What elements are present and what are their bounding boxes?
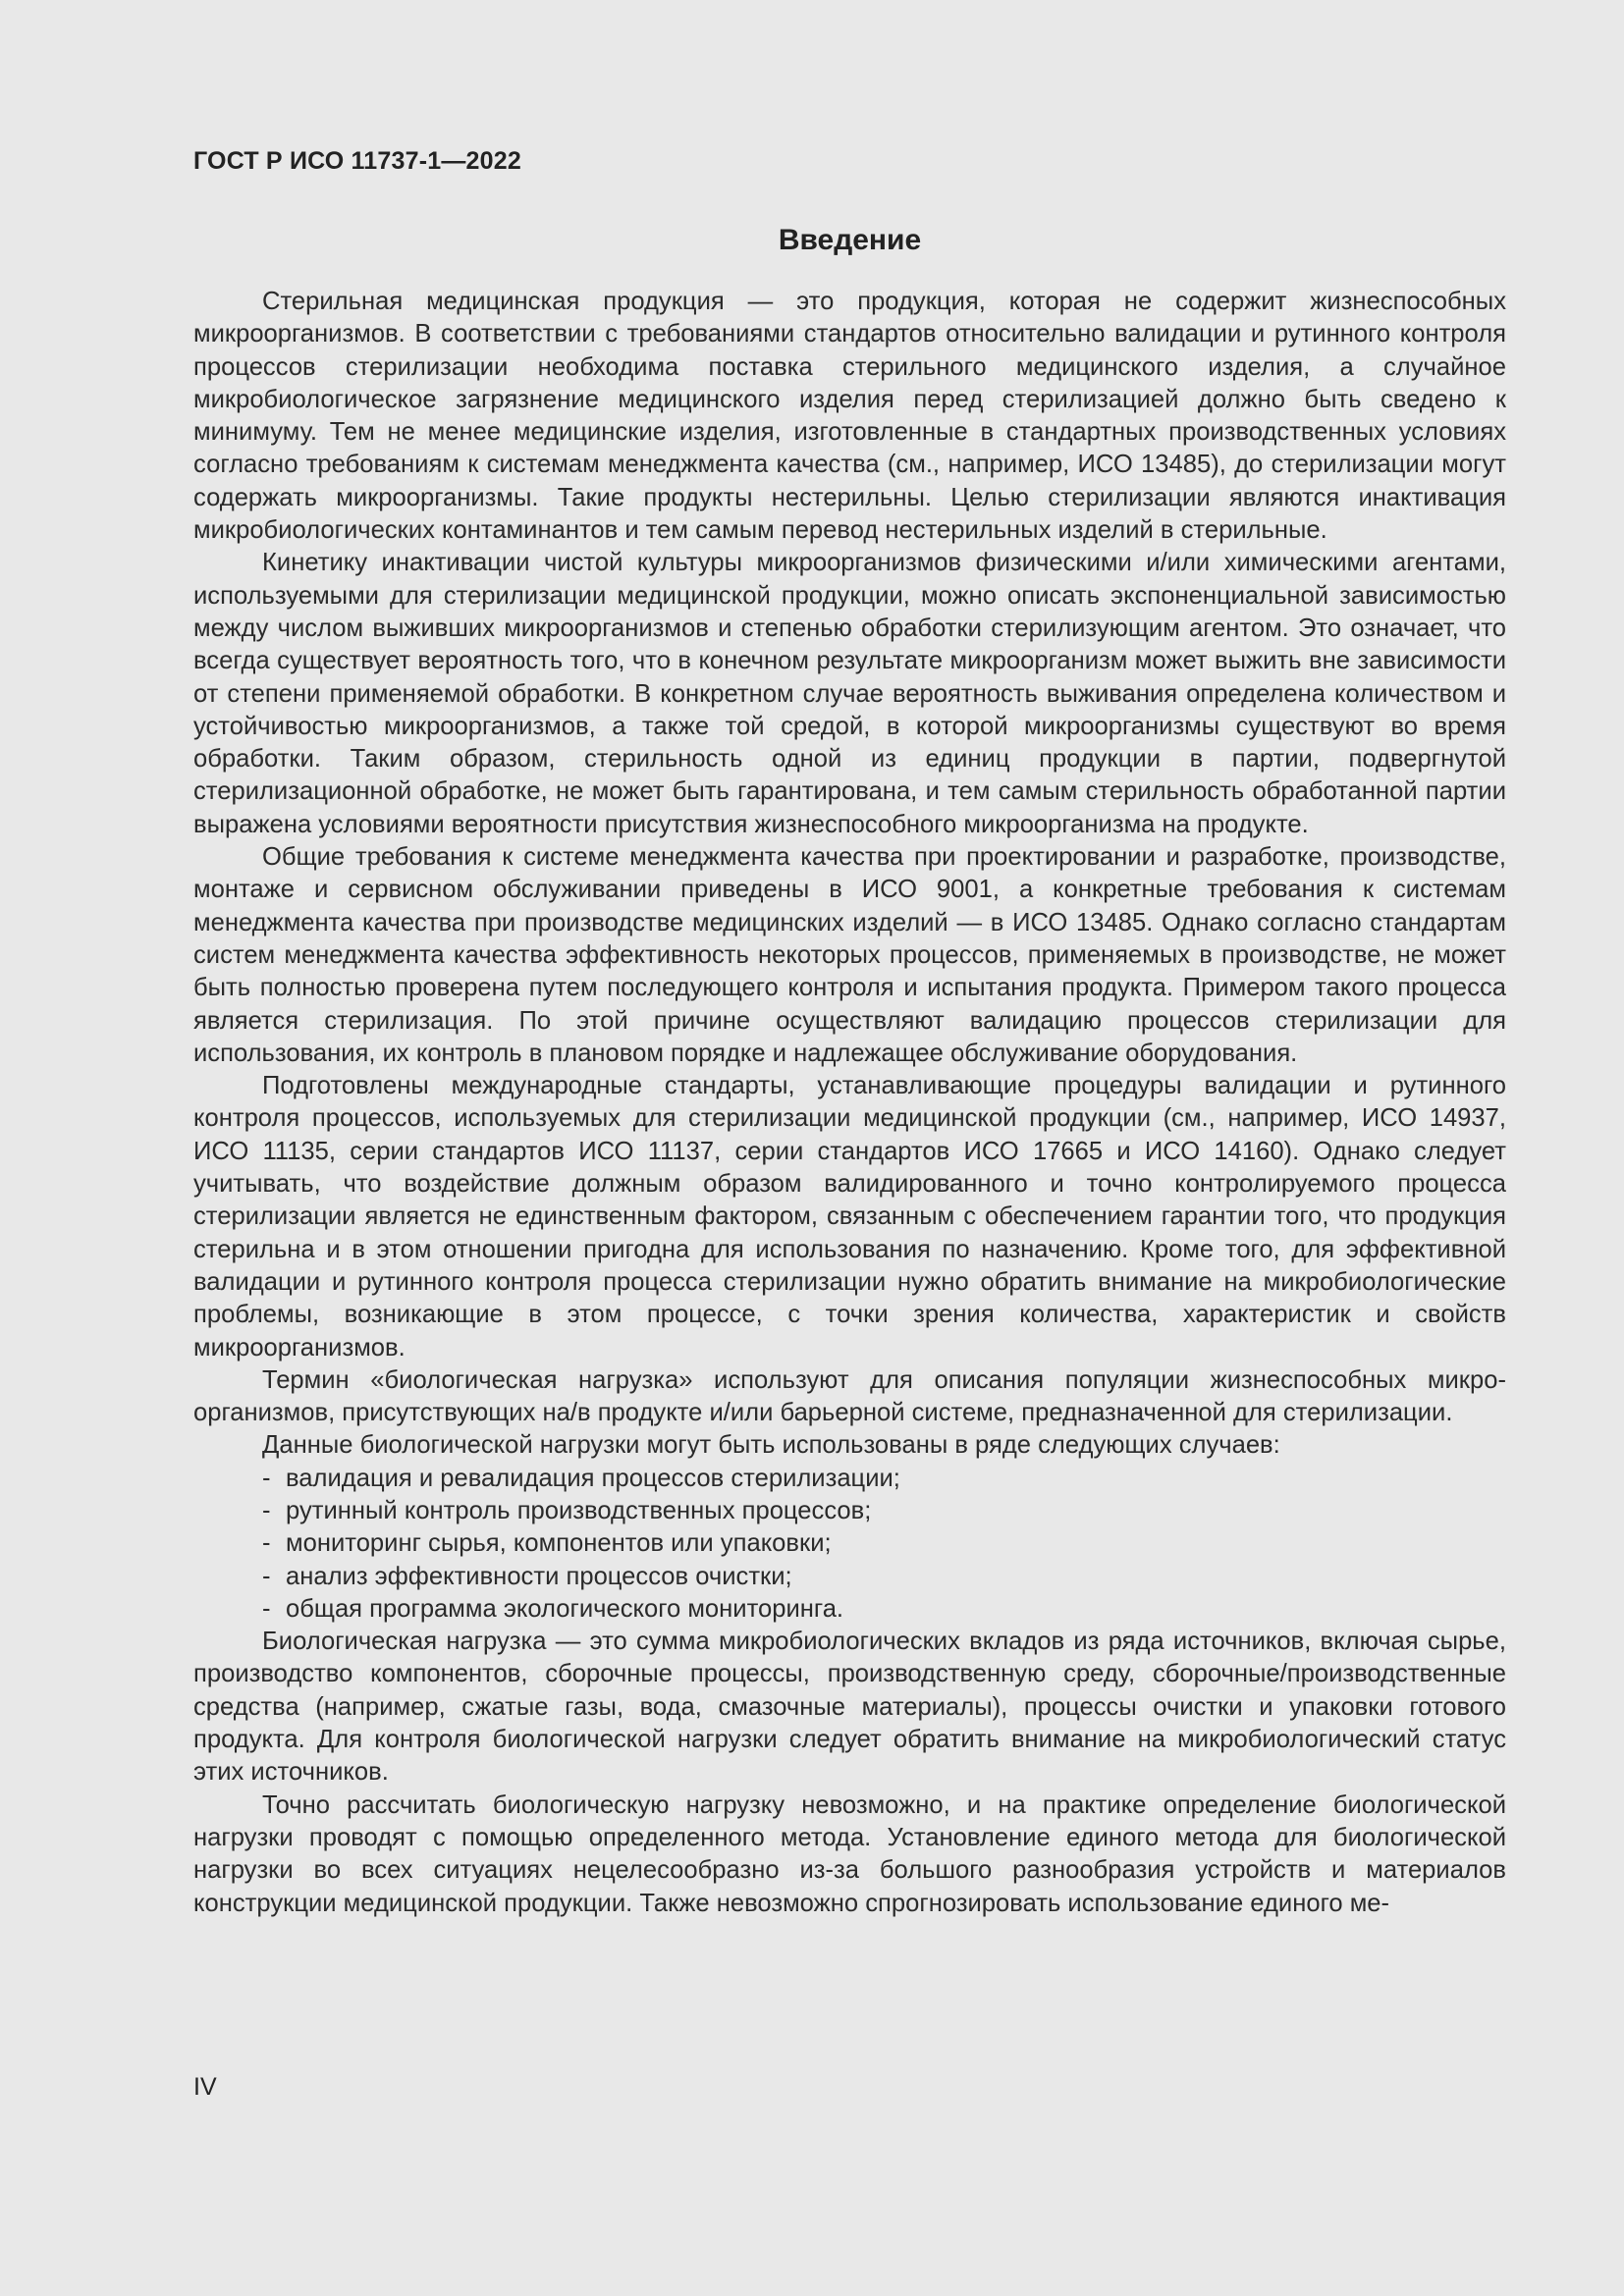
list-item <box>193 1527 1506 1560</box>
list-marker: - <box>262 1529 271 1558</box>
paragraph-5: Термин «биологическая нагрузка» используют для описания популяции жизнеспособных микроорганизмов, присутствующих на/в продукте и/или барьерной системе, предназначенной для стерилизации. <box>193 1365 1506 1427</box>
list-item-text: анализ эффективности процессов очистки; <box>286 1562 792 1590</box>
list-marker: - <box>262 1464 271 1492</box>
document-id-header: ГОСТ Р ИСО 11737-1—2022 <box>193 147 521 175</box>
paragraph-8: Точно рассчитать биологическую нагрузку невозможно, и на практике определение биологической нагрузки проводят с помощью определенного метода. Установление единого метода для биологической нагрузки во всех ситуациях нецелесообразно из-за большого разнообразия устройств и материалов конструкции медицинской продукции. Также невозможно спрогнозировать использование единого ме- <box>193 1790 1506 1917</box>
list-marker: - <box>262 1496 271 1524</box>
paragraph-2: Кинетику инактивации чистой культуры микроорганизмов физическими и/или химическими агентами, используемыми для стерилизации медицинской продукции, можно описать экспоненциальной зависимостью между числом выживших микроорганизмов и степенью обработки стерилизующим агентом. Это означает, что всегда существует вероятность того, что в конечном результате микроорганизм может выжить вне зависимости от степени применяемой обработки. В конкретном случае вероятность выживания определена количеством и устойчивостью микроорганизмов, а также той средой, в которой микроорганизмы существуют во время обработки. Таким образом, стерильность одной из единиц продукции в партии, подвергнутой стерилизационной обработке, не может быть гарантирована, и тем самым стерильность обработанной партии выражена условиями вероятности присутствия жизнеспособного микроорганизма на продукте. <box>193 549 1506 838</box>
list-item-text: рутинный контроль производственных процессов; <box>286 1496 872 1524</box>
list-item <box>193 1463 1506 1495</box>
section-title: Введение <box>778 224 922 256</box>
list-item-text: общая программа экологического мониторинга. <box>286 1594 844 1623</box>
paragraph-1: Стерильная медицинская продукция — это продукция, которая не содержит жизнеспособных микроорганизмов. В соответствии с требованиями стандартов относительно валидации и рутинного контроля процессов стерилизации необходима поставка стерильного медицинского изделия, а случайное микробиологическое загрязнение медицинского изделия перед стерилизацией должно быть сведено к минимуму. Тем не менее медицинские изделия, изготовленные в стандартных производственных условиях согласно требованиям к системам менеджмента качества (см., например, ИСО 13485), до стерилизации могут содержать микроорганизмы. Такие продукты нестерильны. Целью стерилизации являются инактивация микробиологических контаминантов и тем самым перевод нестерильных изделий в стерильные. <box>193 288 1506 545</box>
paragraph-6: Данные биологической нагрузки могут быть использованы в ряде следующих случаев: <box>262 1431 1280 1460</box>
list-item <box>193 1495 1506 1527</box>
paragraph-7: Биологическая нагрузка — это сумма микробиологических вкладов из ряда источников, включая сырье, производство компонентов, сборочные процессы, производственную среду, сборочные/производственные средства (например, сжатые газы, вода, смазочные материалы), процессы очистки и упаковки готового продукта. Для контроля биологической нагрузки следует обратить внимание на микробиологический статус этих источников. <box>193 1628 1506 1787</box>
document-body <box>193 286 1506 1920</box>
list-marker: - <box>262 1562 271 1590</box>
list-item <box>193 1593 1506 1626</box>
page-number: IV <box>193 2073 217 2101</box>
list-item-text: мониторинг сырья, компонентов или упаковки; <box>286 1529 832 1558</box>
list-marker: - <box>262 1594 271 1623</box>
use-cases-list <box>193 1463 1506 1626</box>
paragraph-3: Общие требования к системе менеджмента качества при проектировании и разработке, производстве, монтаже и сервисном обслуживании приведены в ИСО 9001, а конкретные требования к системам менеджмента качества при производстве медицинских изделий — в ИСО 13485. Однако согласно стандартам систем менеджмента качества эффективность некоторых процессов, применяемых в производстве, не может быть полностью проверена путем последующего контроля и испытания продукта. Примером такого процесса является стерилизация. По этой причине осуществляют валидацию процессов стерилизации для использования, их контроль в плановом порядке и надлежащее обслуживание оборудования. <box>193 843 1506 1067</box>
list-item <box>193 1561 1506 1593</box>
list-item-text: валидация и ревалидация процессов стерилизации; <box>286 1464 900 1492</box>
paragraph-4: Подготовлены международные стандарты, устанавливающие процедуры валидации и рутинного контроля процессов, используемых для стерилизации медицинской продукции (см., например, ИСО 14937, ИСО 11135, серии стандартов ИСО 11137, серии стандартов ИСО 17665 и ИСО 14160). Однако следует учитывать, что воздействие должным образом валидированного и точно контролируемого процесса стерилизации является не единственным фактором, связанным с обеспечением гарантии того, что продукция стерильна и в этом отношении пригодна для использования по назначению. Кроме того, для эффективной валидации и рутинного контроля процесса стерилизации нужно обратить внимание на микробиологические проблемы, возникающие в этом процессе, с точки зрения количества, характеристик и свойств микроорганизмов. <box>193 1072 1506 1362</box>
